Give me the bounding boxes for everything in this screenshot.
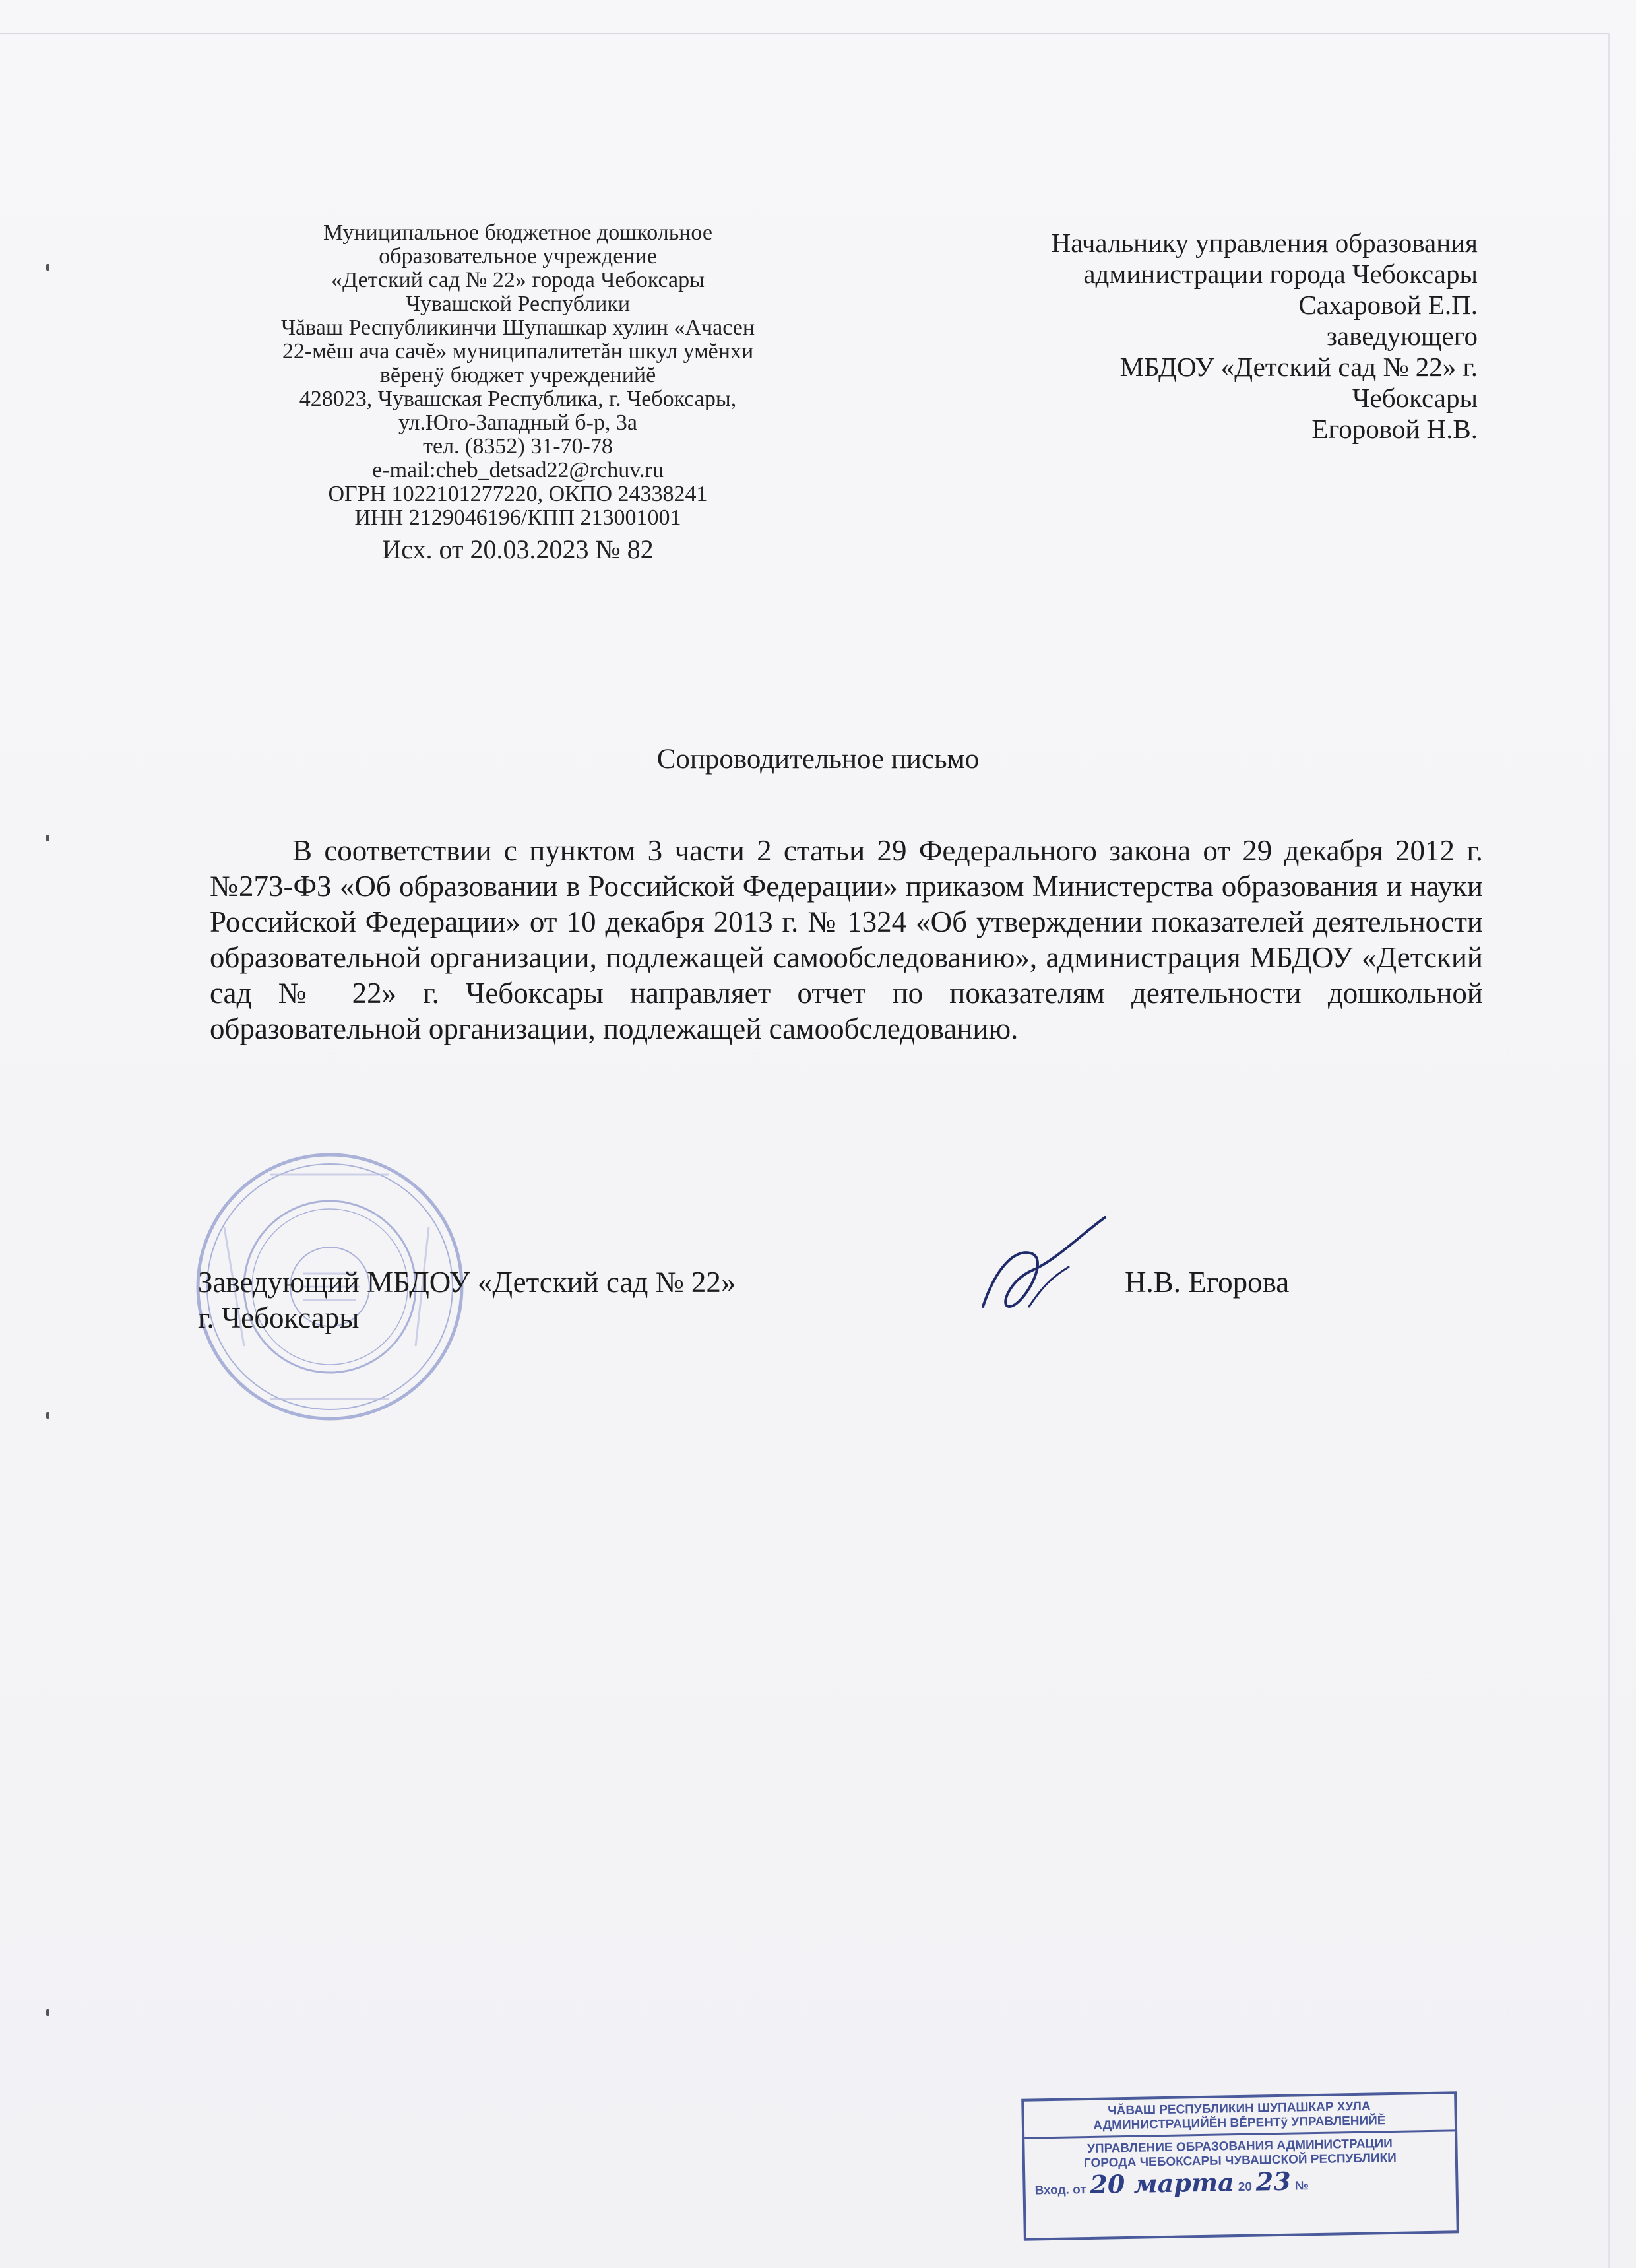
sender-line: 428023, Чувашская Республика, г. Чебоксары,	[299, 387, 737, 411]
stamp-header-line: АДМИНИСТРАЦИЙĔН ВĔРЕНТÿ УПРАВЛЕНИЙĔ	[1093, 2114, 1386, 2133]
recipient-line: Сахаровой Е.П.	[1298, 290, 1478, 320]
stamp-entry-label: Вход. от	[1034, 2183, 1086, 2198]
sender-line: Муниципальное бюджетное дошкольное	[323, 220, 712, 245]
sender-line: ОГРН 1022101277220, ОКПО 24338241	[328, 482, 708, 506]
recipient-line: Егоровой Н.В.	[1311, 414, 1478, 444]
punch-mark	[46, 1412, 49, 1419]
sender-block	[204, 221, 831, 566]
stamp-entry-row	[1028, 2164, 1453, 2199]
stamp-header-line: ЧĂВАШ РЕСПУБЛИКИН ШУПАШКАР ХУЛА	[1108, 2099, 1371, 2118]
stamp-body-line: ГОРОДА ЧЕБОКСАРЫ ЧУВАШСКОЙ РЕСПУБЛИКИ	[1083, 2151, 1397, 2171]
scan-edge-right	[1608, 33, 1610, 2268]
stamp-body	[1024, 2131, 1456, 2199]
punch-mark	[46, 835, 49, 841]
recipient-line: администрации города Чебоксары	[1083, 259, 1478, 289]
handwritten-signature-icon	[970, 1208, 1115, 1326]
registration-stamp	[1021, 2091, 1459, 2240]
signatory-position	[198, 1264, 736, 1336]
signatory-position-line: Заведующий МБДОУ «Детский сад № 22»	[198, 1266, 736, 1299]
stamp-body-line: УПРАВЛЕНИЕ ОБРАЗОВАНИЯ АДМИНИСТРАЦИИ	[1086, 2136, 1393, 2156]
sender-line: 22-мĕш ача сачĕ» муниципалитетăн шкул умĕнхи	[282, 339, 754, 364]
document-title: Сопроводительное письмо	[656, 744, 980, 775]
signatory-position-line: г. Чебоксары	[198, 1301, 360, 1334]
sender-line: тел. (8352) 31-70-78	[423, 434, 613, 459]
sender-line: ул.Юго-Западный б-р, 3а	[398, 410, 638, 435]
sender-line: Чăваш Республикинчи Шупашкар хулин «Ачасен	[280, 315, 755, 340]
recipient-line: Начальнику управления образования	[1051, 228, 1478, 258]
recipient-line: Чебоксары	[1352, 383, 1478, 413]
stamp-entry-number-label: №	[1294, 2179, 1309, 2193]
punch-mark	[46, 2009, 49, 2016]
stamp-entry-year-prefix: 20	[1238, 2180, 1253, 2195]
sender-line: образовательное учреждение	[379, 244, 657, 269]
recipient-line: заведующего	[1326, 321, 1478, 351]
recipient-block	[858, 228, 1478, 445]
stamp-entry-date: 20 марта	[1090, 2167, 1235, 2199]
body-paragraph: В соответствии с пунктом 3 части 2 статьи 29 Федерального закона от 29 декабря 2012 г. №273-ФЗ «Об образовании в Российской Федерации» приказом Министерства образования и науки Российской Федерации» от 10 декабря 2013 г. № 1324 «Об утверждении показателей деятельности образовательной организации, подлежащей самообследованию», администрация МБДОУ «Детский сад № 22» г. Чебоксары направляет отчет по показателям деятельности дошкольной образовательной организации, подлежащей самообследованию.	[210, 834, 1483, 1045]
sender-line: ИНН 2129046196/КПП 213001001	[354, 505, 681, 530]
sender-line: e-mail:cheb_detsad22@rchuv.ru	[372, 458, 664, 482]
sender-line: Чувашской Республики	[405, 292, 631, 316]
punch-mark	[46, 264, 49, 271]
sender-line: «Детский сад № 22» города Чебоксары	[331, 268, 705, 292]
recipient-line: МБДОУ «Детский сад № 22» г.	[1119, 352, 1478, 382]
scan-edge-top	[0, 33, 1610, 34]
signatory-name: Н.В. Егорова	[1125, 1266, 1290, 1299]
stamp-entry-year: 23	[1255, 2166, 1292, 2197]
sender-line: вĕренÿ бюджет учрежденийĕ	[379, 363, 656, 387]
outgoing-number: Исх. от 20.03.2023 № 82	[382, 535, 654, 564]
